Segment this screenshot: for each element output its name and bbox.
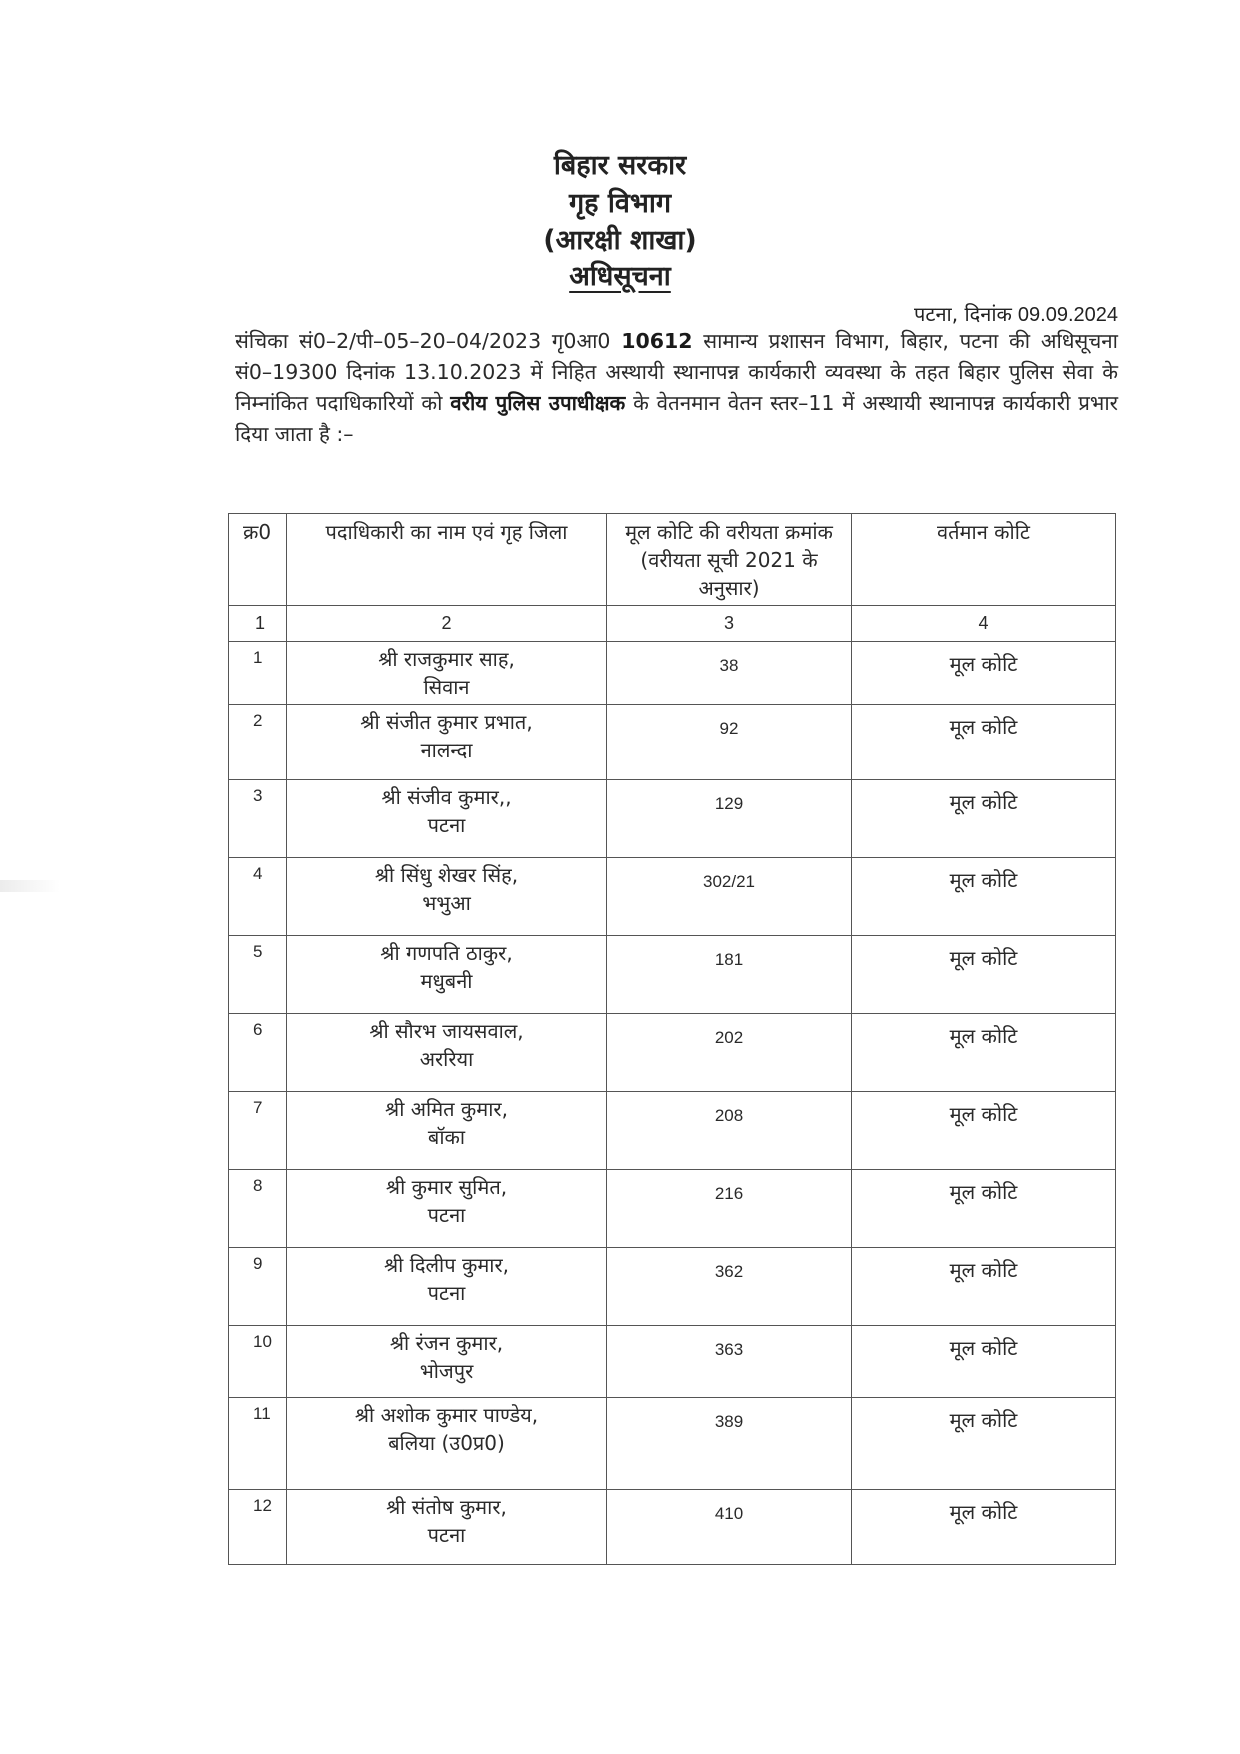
notification-title: अधिसूचना: [569, 261, 671, 292]
officer-name-district: [287, 1092, 607, 1170]
current-category: मूल कोटि: [852, 705, 1116, 780]
officer-name: श्री गणपति ठाकुर,: [380, 941, 513, 965]
officer-name: श्री अशोक कुमार पाण्डेय,: [354, 1403, 539, 1427]
officer-name: श्री सिंधु शेखर सिंह,: [374, 863, 519, 887]
seniority-number: 202: [607, 1014, 852, 1092]
officer-name-district: [287, 1326, 607, 1398]
officer-name: श्री राजकुमार साह,: [378, 647, 515, 671]
column-number: 2: [287, 606, 607, 642]
header-seniority: मूल कोटि की वरीयता क्रमांक (वरीयता सूची 2021 के अनुसार): [607, 514, 852, 606]
serial-number: 4: [229, 858, 287, 936]
home-district: पटना: [427, 1203, 466, 1227]
table-row: [229, 1014, 1116, 1092]
column-number: 3: [607, 606, 852, 642]
column-number-row: [229, 606, 1116, 642]
officer-name-district: [287, 705, 607, 780]
table-row: [229, 780, 1116, 858]
seniority-number: 363: [607, 1326, 852, 1398]
seniority-number: 38: [607, 642, 852, 705]
table-header-row: [229, 514, 1116, 606]
seniority-number: 208: [607, 1092, 852, 1170]
seniority-number: 302/21: [607, 858, 852, 936]
column-number: 4: [852, 606, 1116, 642]
branch-title: (आरक्षी शाखा): [543, 225, 697, 256]
paragraph-part-2: सामान्य प्रशासन विभाग, बिहार, पटना की अधिसूचना सं0–19300 दिनांक 13.10.2023 में निहित अस्थायी स्थानापन्न कार्यकारी व्यवस्था के तहत बिहार पुलिस सेवा के निम्नांकित पदाधिकारियों को: [235, 329, 1118, 415]
table-row: [229, 1092, 1116, 1170]
officer-name: श्री अमित कुमार,: [385, 1097, 508, 1121]
seniority-number: 92: [607, 705, 852, 780]
officer-name-district: [287, 1170, 607, 1248]
seniority-number: 410: [607, 1490, 852, 1565]
notification-paragraph: [235, 326, 1118, 450]
paragraph-bold-number: 10612: [621, 329, 693, 353]
officer-name-district: [287, 858, 607, 936]
table-row: [229, 1170, 1116, 1248]
place-date: [914, 300, 1118, 327]
officer-name-district: [287, 1490, 607, 1565]
header-category: वर्तमान कोटि: [852, 514, 1116, 606]
serial-number: 1: [229, 642, 287, 705]
government-title: बिहार सरकार: [553, 150, 687, 181]
current-category: मूल कोटि: [852, 780, 1116, 858]
serial-number: 8: [229, 1170, 287, 1248]
scan-smudge: [0, 880, 60, 892]
serial-number: 7: [229, 1092, 287, 1170]
current-category: मूल कोटि: [852, 1248, 1116, 1326]
header-serial: क्र0: [229, 514, 287, 606]
current-category: मूल कोटि: [852, 936, 1116, 1014]
current-category: मूल कोटि: [852, 1170, 1116, 1248]
officer-name-district: [287, 936, 607, 1014]
officer-name: श्री संजीव कुमार,,: [381, 785, 512, 809]
table-row: [229, 705, 1116, 780]
table-row: [229, 858, 1116, 936]
officer-name: श्री दिलीप कुमार,: [384, 1253, 509, 1277]
seniority-number: 181: [607, 936, 852, 1014]
serial-number: 10: [229, 1326, 287, 1398]
current-category: मूल कोटि: [852, 1398, 1116, 1490]
officer-name-district: [287, 1398, 607, 1490]
current-category: मूल कोटि: [852, 642, 1116, 705]
column-number: 1: [229, 606, 287, 642]
home-district: नालन्दा: [420, 738, 473, 762]
officer-name-district: [287, 642, 607, 705]
serial-number: 12: [229, 1490, 287, 1565]
officer-name: श्री संजीत कुमार प्रभात,: [360, 710, 533, 734]
current-category: मूल कोटि: [852, 858, 1116, 936]
home-district: सिवान: [423, 675, 470, 699]
paragraph-bold-post: वरीय पुलिस उपाधीक्षक: [450, 391, 626, 415]
officer-name-district: [287, 1014, 607, 1092]
seniority-number: 129: [607, 780, 852, 858]
home-district: भभुआ: [422, 891, 471, 915]
serial-number: 11: [229, 1398, 287, 1490]
current-category: मूल कोटि: [852, 1014, 1116, 1092]
current-category: मूल कोटि: [852, 1092, 1116, 1170]
table-row: [229, 936, 1116, 1014]
current-category: मूल कोटि: [852, 1326, 1116, 1398]
officer-name-district: [287, 780, 607, 858]
officer-name: श्री संतोष कुमार,: [386, 1495, 507, 1519]
officer-name-district: [287, 1248, 607, 1326]
header-name-district: पदाधिकारी का नाम एवं गृह जिला: [287, 514, 607, 606]
paragraph-part-3: के वेतनमान वेतन स्तर–11 में अस्थायी स्थानापन्न कार्यकारी प्रभार दिया जाता है :–: [235, 391, 1119, 446]
table-row: [229, 1398, 1116, 1490]
home-district: पटना: [427, 813, 466, 837]
table-row: [229, 1248, 1116, 1326]
officer-name: श्री सौरभ जायसवाल,: [369, 1019, 524, 1043]
department-title: गृह विभाग: [568, 188, 672, 219]
date-value: 09.09.2024: [1017, 304, 1118, 326]
serial-number: 2: [229, 705, 287, 780]
seniority-number: 216: [607, 1170, 852, 1248]
table-row: [229, 1326, 1116, 1398]
table-row: [229, 1490, 1116, 1565]
table-row: [229, 642, 1116, 705]
home-district: मधुबनी: [420, 969, 473, 993]
serial-number: 5: [229, 936, 287, 1014]
seniority-number: 389: [607, 1398, 852, 1490]
home-district: भोजपुर: [419, 1359, 474, 1383]
date-label: पटना, दिनांक: [914, 302, 1012, 326]
home-district: बॉका: [427, 1125, 466, 1149]
officer-name: श्री रंजन कुमार,: [389, 1331, 504, 1355]
serial-number: 3: [229, 780, 287, 858]
home-district: पटना: [427, 1523, 466, 1547]
seniority-number: 362: [607, 1248, 852, 1326]
home-district: अररिया: [419, 1047, 474, 1071]
paragraph-part-1: संचिका सं0–2/पी–05–20–04/2023 गृ0आ0: [235, 329, 622, 353]
officer-table: [228, 513, 1116, 1565]
serial-number: 6: [229, 1014, 287, 1092]
serial-number: 9: [229, 1248, 287, 1326]
officer-name: श्री कुमार सुमित,: [385, 1175, 508, 1199]
current-category: मूल कोटि: [852, 1490, 1116, 1565]
home-district: बलिया (उ0प्र0): [388, 1431, 505, 1455]
home-district: पटना: [427, 1281, 466, 1305]
